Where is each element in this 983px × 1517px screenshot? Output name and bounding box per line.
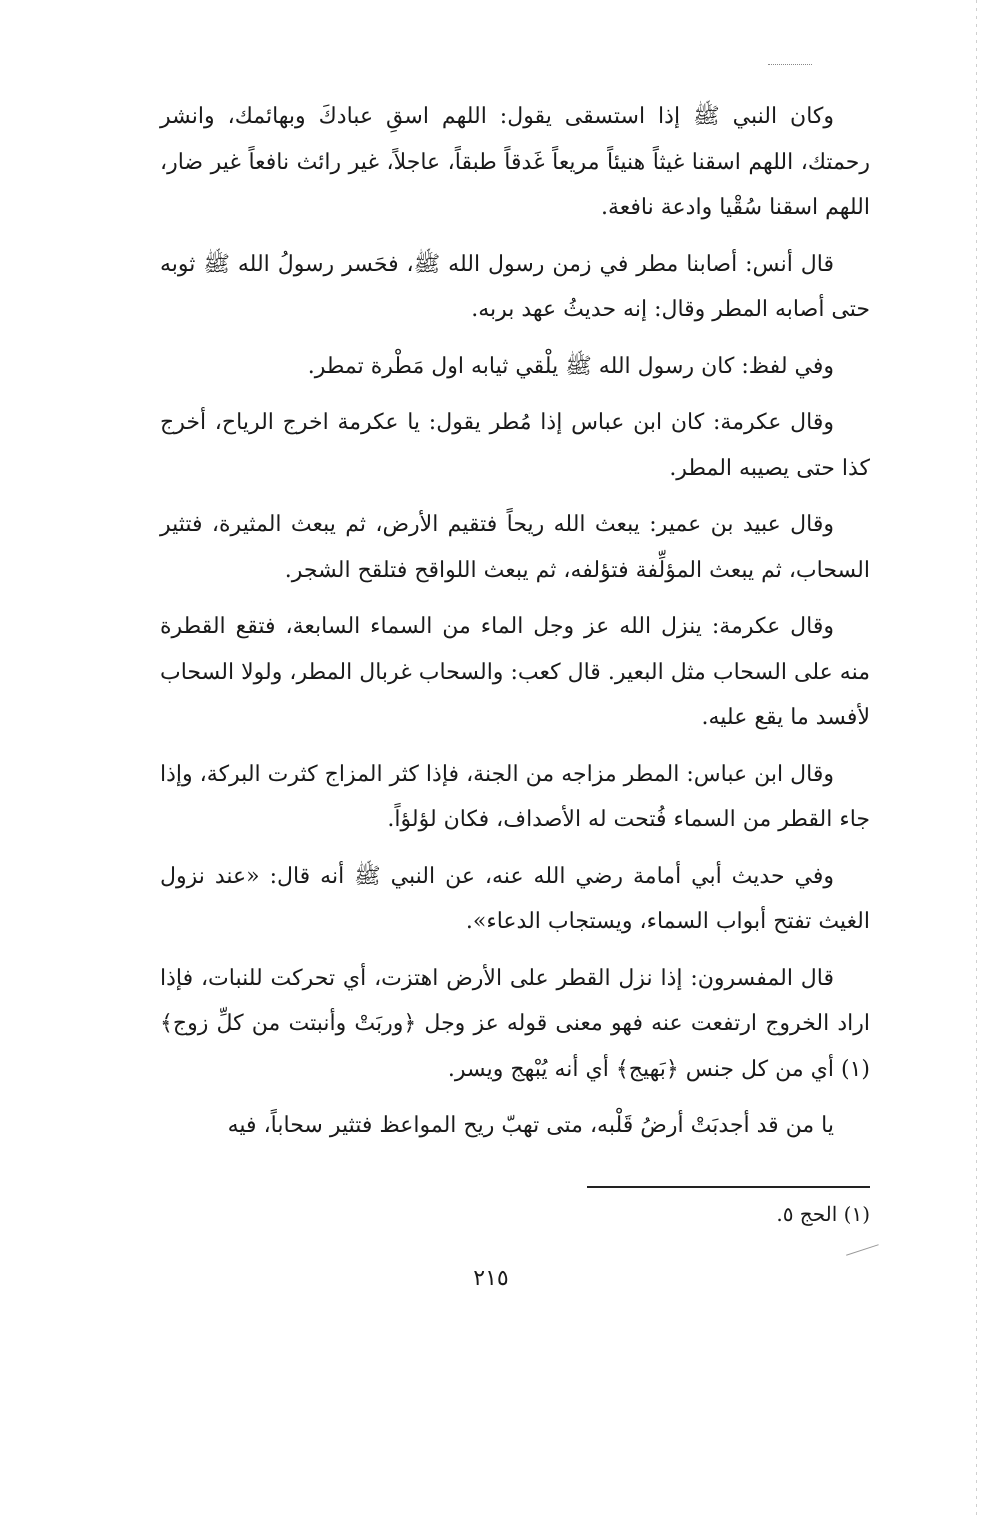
paragraph: يا من قد أجدبَتْ أرضُ قَلْبه، متى تهبّ ريح المواعظ فتثير سحاباً، فيه — [227, 1113, 834, 1138]
paragraph: قال المفسرون: إذا نزل القطر على الأرض اهتزت، أي تحركت للنبات، فإذا اراد الخروج ارتفعت عنه فهو معنى قوله عز وجل ﴿وربَتْ وأنبتت من كلِّ زوج﴾ (١) أي من كل جنس ﴿بَهيج﴾ أي أنه يُبْهج ويسر. — [160, 965, 870, 1082]
body-text — [160, 94, 870, 1149]
paragraph: وقال عكرمة: ينزل الله عز وجل الماء من السماء السابعة، فتقع القطرة منه على السحاب مثل البعير. قال كعب: والسحاب غربال المطر، ولولا السحاب لأفسد ما يقع عليه. — [160, 614, 870, 730]
paragraph: وقال عكرمة: كان ابن عباس إذا مُطر يقول: يا عكرمة اخرج الرياح، أخرج كذا حتى يصيبه المطر. — [160, 410, 870, 481]
paragraph: قال أنس: أصابنا مطر في زمن رسول الله ﷺ، فحَسر رسولُ الله ﷺ ثوبه حتى أصابه المطر وقال: إنه حديثُ عهد بربه. — [160, 251, 870, 322]
paragraph: وقال عبيد بن عمير: يبعث الله ريحاً فتقيم الأرض، ثم يبعث المثيرة، فتثير السحاب، ثم يبعث المؤلِّفة فتؤلفه، ثم يبعث اللواقح فتلقح الشجر. — [160, 512, 870, 583]
paragraph: وكان النبي ﷺ إذا استسقى يقول: اللهم اسقِ عبادكَ وبهائمك، وانشر رحمتك، اللهم اسقنا غيثاً هنيئاً مريعاً غَدقاً طبقاً، عاجلاً، غير رائث نافعاً غير ضار، اللهم اسقنا سُقْيا وادعة نافعة. — [160, 104, 870, 220]
footnote: (١) الحج ٥. — [776, 1202, 870, 1226]
paragraph: وقال ابن عباس: المطر مزاجه من الجنة، فإذا كثر المزاج كثرت البركة، وإذا جاء القطر من السماء فُتحت له الأصداف، فكان لؤلؤاً. — [160, 761, 870, 832]
footnote-separator — [587, 1186, 870, 1188]
scan-edge-line — [976, 0, 977, 1517]
paragraph: وفي لفظ: كان رسول الله ﷺ يلْقي ثيابه اول مَطْرة تمطر. — [307, 353, 834, 379]
paragraph: وفي حديث أبي أمامة رضي الله عنه، عن النبي ﷺ أنه قال: «عند نزول الغيث تفتح أبواب السماء، ويستجاب الدعاء». — [160, 863, 870, 934]
scan-dotted-mark — [768, 64, 812, 65]
page-number: ٢١٥ — [473, 1266, 509, 1291]
